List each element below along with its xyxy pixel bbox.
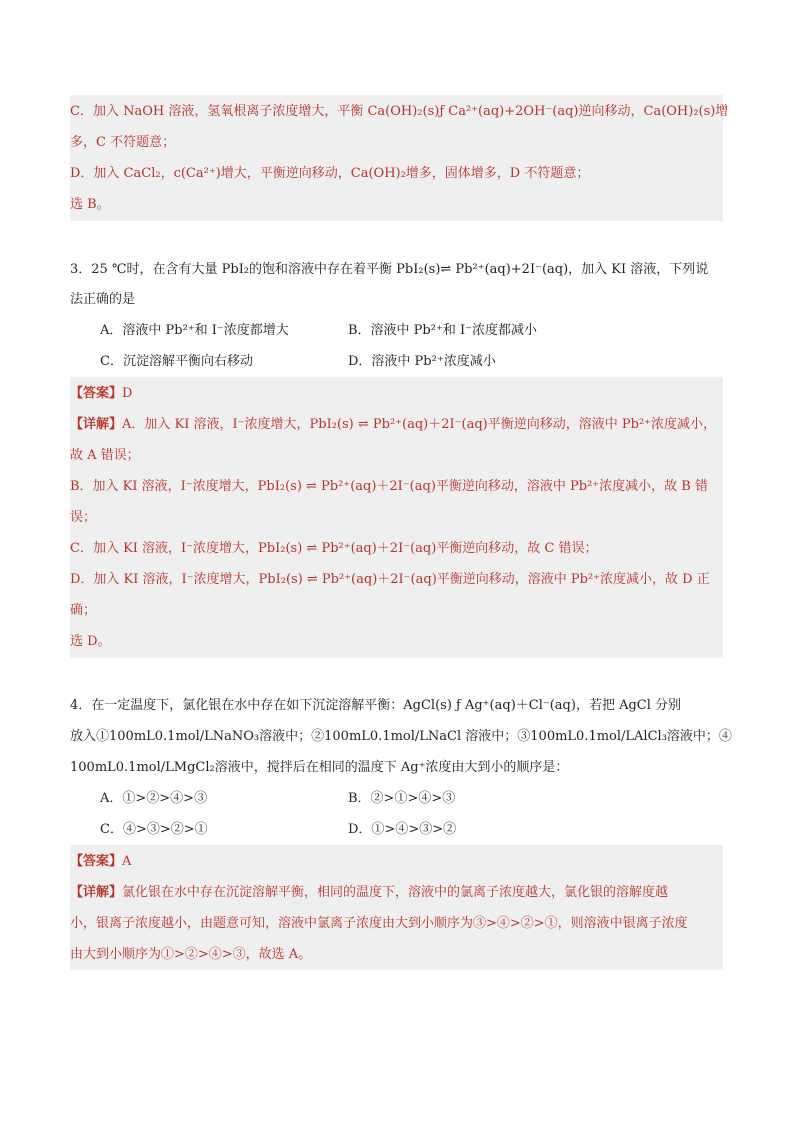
q4-detail-line2: 小，银离子浓度越小，由题意可知，溶液中氯离子浓度由大到小顺序为③>④>②>①，则溶液中银离子浓度 xyxy=(70,916,688,931)
q3-detail-a1 xyxy=(70,409,716,440)
q3-option-b: B．溶液中 Pb²⁺和 I⁻浓度都减小 xyxy=(348,323,537,338)
detail-text: 氯化银在水中存在沉淀溶解平衡，相同的温度下，溶液中的氯离子浓度越大，氯化银的溶解度越 xyxy=(122,885,669,900)
answer-tag: 【答案】 xyxy=(70,386,123,401)
q3-detail-d1: D．加入 KI 溶液，I⁻浓度增大，PbI₂(s) ⇌ Pb²⁺(aq)＋2I⁻(aq)平衡逆向移动，溶液中 Pb²⁺浓度减小，故 D 正 xyxy=(70,572,710,587)
q4-option-d: D．①>④>③>② xyxy=(348,822,457,837)
q3-stem-line1: 3．25 ℃时，在含有大量 PbI₂的饱和溶液中存在着平衡 PbI₂(s)⇌ Pb²⁺(aq)+2I⁻(aq)，加入 KI 溶液，下列说 xyxy=(70,262,709,277)
q3-detail-b1: B．加入 KI 溶液，I⁻浓度增大，PbI₂(s) ⇌ Pb²⁺(aq)＋2I⁻(aq)平衡逆向移动，溶液中 Pb²⁺浓度减小，故 B 错 xyxy=(70,479,708,494)
q4-option-a: A．①>②>④>③ xyxy=(100,791,208,806)
detail-tag: 【详解】 xyxy=(70,885,123,900)
q4-stem-line2: 放入①100mL0.1mol/LNaNO₃溶液中；②100mL0.1mol/LNaCl 溶液中；③100mL0.1mol/LAlCl₃溶液中；④ xyxy=(70,729,732,744)
answer-value: D xyxy=(122,386,133,401)
q4-detail-line1 xyxy=(70,877,668,908)
explanation-line-c2: 多，C 不符题意； xyxy=(70,135,176,150)
q3-option-d: D．溶液中 Pb²⁺浓度减小 xyxy=(348,354,496,369)
q3-option-a: A．溶液中 Pb²⁺和 I⁻浓度都增大 xyxy=(100,323,289,338)
detail-text: A．加入 KI 溶液，I⁻浓度增大，PbI₂(s) ⇌ Pb²⁺(aq)＋2I⁻(aq)平衡逆向移动，溶液中 Pb²⁺浓度减小， xyxy=(122,417,717,432)
q4-option-c: C．④>③>②>① xyxy=(100,822,208,837)
q3-detail-a2: 故 A 错误； xyxy=(70,448,140,463)
explanation-pick: 选 B。 xyxy=(70,197,110,212)
q4-answer xyxy=(70,846,131,877)
q4-stem-line3: 100mL0.1mol/LMgCl₂溶液中，搅拌后在相同的温度下 Ag⁺浓度由大到小的顺序是： xyxy=(70,760,569,775)
detail-tag: 【详解】 xyxy=(70,417,123,432)
q3-answer xyxy=(70,378,132,409)
q4-option-b: B．②>①>④>③ xyxy=(348,791,456,806)
answer-value: A xyxy=(122,854,132,869)
q3-stem-line2: 法正确的是 xyxy=(70,292,136,307)
q4-detail-line3: 由大到小顺序为①>②>④>③，故选 A。 xyxy=(70,947,312,962)
q4-stem-line1: 4．在一定温度下，氯化银在水中存在如下沉淀溶解平衡：AgCl(s) ƒ Ag⁺(aq)＋Cl⁻(aq)，若把 AgCl 分别 xyxy=(70,698,682,713)
q3-detail-b2: 误； xyxy=(70,510,97,525)
q3-detail-c: C．加入 KI 溶液，I⁻浓度增大，PbI₂(s) ⇌ Pb²⁺(aq)＋2I⁻(aq)平衡逆向移动，故 C 错误； xyxy=(70,541,598,556)
answer-tag: 【答案】 xyxy=(70,854,123,869)
q3-pick: 选 D。 xyxy=(70,634,111,649)
q3-option-c: C．沉淀溶解平衡向右移动 xyxy=(100,354,253,369)
explanation-line-d: D．加入 CaCl₂，c(Ca²⁺)增大，平衡逆向移动，Ca(OH)₂增多，固体增多，D 不符题意； xyxy=(70,166,590,181)
q3-detail-d2: 确； xyxy=(70,603,97,618)
explanation-line-c1: C．加入 NaOH 溶液，氢氧根离子浓度增大，平衡 Ca(OH)₂(s)ƒ Ca²⁺(aq)+2OH⁻(aq)逆向移动，Ca(OH)₂(s)增 xyxy=(70,104,729,119)
